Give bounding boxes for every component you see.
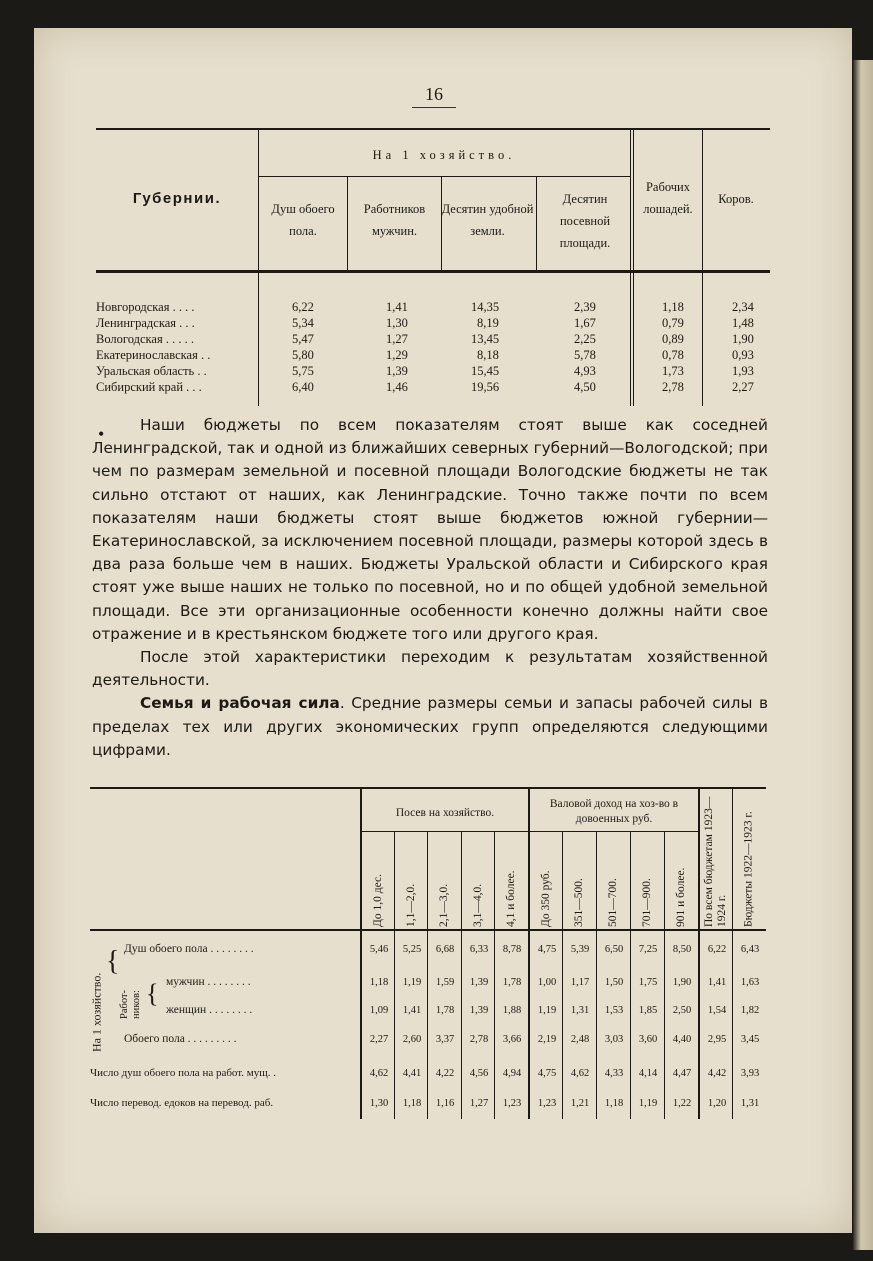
table-cell: 1,19 [537, 1005, 557, 1016]
table-cell: 6,22 [707, 944, 727, 955]
body-text [92, 414, 768, 762]
table-cell: 1,54 [707, 1005, 727, 1016]
table-cell: 1,23 [502, 1098, 522, 1109]
table-cell: 1,59 [435, 977, 455, 988]
table-cell: 2,48 [570, 1034, 590, 1045]
table-cell: 1,31 [570, 1005, 590, 1016]
table-cell: 4,75 [537, 944, 557, 955]
table-cell: 5,25 [402, 944, 422, 955]
table-cell: 1,00 [537, 977, 557, 988]
workers-label: Работ-ников: [119, 989, 142, 1019]
row-label-perevod: Число перевод. едоков на перевод. раб. [90, 1097, 274, 1109]
table-cell: 3,60 [638, 1034, 658, 1045]
table-cell: 1,78 [502, 977, 522, 988]
table-cell: 5,46 [369, 944, 389, 955]
table-row: Вологодская . . . . . 5,47 1,27 13,45 2,25 0,89 1,90 [96, 332, 754, 346]
table-cell: 1,39 [469, 1005, 489, 1016]
row-label-dush-na-rab: Число душ обоего пола на работ. мущ. . [90, 1067, 276, 1079]
table-cell: 1,09 [369, 1005, 389, 1016]
table-cell: 1,53 [604, 1005, 624, 1016]
table-cell: 1,23 [537, 1098, 557, 1109]
table-cell: 1,18 [604, 1098, 624, 1109]
paragraph-3: Семья и рабочая сила. Средние размеры семьи и запасы рабочей силы в пределах тех или других экономических групп определяются следующими цифрами. [92, 694, 768, 759]
table-cell: 1,30 [369, 1098, 389, 1109]
bullet-mark: • [98, 424, 105, 444]
row-label-oboego: Обоего пола . . . . . . . . . [124, 1033, 237, 1045]
table-cell: 4,56 [469, 1068, 489, 1079]
table-cell: 2,27 [369, 1034, 389, 1045]
table-cell: 8,78 [502, 944, 522, 955]
col-desyatin-posev: Десятин посевной площади. [559, 192, 611, 250]
table-cell: 3,66 [502, 1034, 522, 1045]
table-cell: 3,93 [740, 1068, 760, 1079]
group-header-posev: Посев на хозяйство. [395, 807, 495, 819]
col-4-more: 4,1 и более. [505, 870, 517, 927]
table-cell: 1,82 [740, 1005, 760, 1016]
table-cell: 4,33 [604, 1068, 624, 1079]
paragraph-2: После этой характеристики переходим к результатам хозяйственной деятельности. [92, 648, 768, 690]
row-label-zhenshchin: женщин . . . . . . . . [166, 1004, 253, 1016]
table-cell: 1,19 [638, 1098, 658, 1109]
table-cell: 2,95 [707, 1034, 727, 1045]
table-cell: 1,27 [469, 1098, 489, 1109]
table-cell: 3,37 [435, 1034, 455, 1045]
col-501-700: 501—700. [607, 878, 619, 927]
table-cell: 1,90 [672, 977, 692, 988]
table-cell: 3,03 [604, 1034, 624, 1045]
group-header-dohod: Валовой доход на хоз-во в довоенных руб. [549, 798, 679, 825]
side-label: На 1 хозяйство. [89, 972, 104, 1052]
table-cell: 2,50 [672, 1005, 692, 1016]
table-cell: 6,50 [604, 944, 624, 955]
table-cell: 1,20 [707, 1098, 727, 1109]
col-all-1923: По всем бюджетам 1923—1924 г. [703, 796, 728, 927]
col-1922: Бюджеты 1922—1923 г. [742, 811, 755, 927]
table-cell: 1,75 [638, 977, 658, 988]
col-rabotnikov: Работников мужчин. [363, 202, 426, 238]
row-label-dush: Душ обоего пола . . . . . . . . [124, 943, 254, 955]
table-row: Новгородская . . . . 6,22 1,41 14,35 2,39 1,18 2,34 [96, 300, 754, 314]
table-cell: 6,68 [435, 944, 455, 955]
col-701-900: 701—900. [641, 878, 653, 927]
page-number: 16 [412, 84, 456, 108]
table-cell: 4,42 [707, 1068, 727, 1079]
table-cell: 3,45 [740, 1034, 760, 1045]
table-row: Екатеринославская . . 5,80 1,29 8,18 5,78 0,78 0,93 [96, 348, 754, 362]
table-cell: 1,17 [570, 977, 590, 988]
table-cell: 4,14 [638, 1068, 658, 1079]
col-korov: Коров. [718, 192, 754, 206]
table-cell: 2,19 [537, 1034, 557, 1045]
table-cell: 1,22 [672, 1098, 692, 1109]
row-label-muzhchin: мужчин . . . . . . . . [166, 976, 251, 988]
table-cell: 1,63 [740, 977, 760, 988]
table-cell: 2,60 [402, 1034, 422, 1045]
table-cell: 1,21 [570, 1098, 590, 1109]
paragraph-1: Наши бюджеты по всем показателям стоят выше как соседней Ленинградской, так и одной из ближайших северных губерний—Вологодской; при чем по размерам земельной и посевной площади Вологодские бюджеты не так сильно отстают от наших, как Ленинградские. Точно также почти по всем показателям наши бюджеты стоят выше бюджетов южной губернии—Екатеринославской, за исключением посевной площади, размеры которой здесь в два раза больше чем в наших. Бюджеты Уральской области и Сибирского края стоят уже выше наших не только по посевной, но и по общей удобной земельной площади. Все эти организационные особенности конечно должны найти свое отражение и в крестьянском бюджете того или другого края. [92, 416, 768, 643]
col-901-more: 901 и более. [675, 867, 687, 927]
col-3-4: 3,1—4,0. [472, 883, 484, 927]
table-row: Сибирский край . . . 6,40 1,46 19,56 4,50 2,78 2,27 [96, 380, 754, 394]
table-cell: 7,25 [638, 944, 658, 955]
table-cell: 4,40 [672, 1034, 692, 1045]
table-cell: 1,39 [469, 977, 489, 988]
family-workforce-table: Посев на хозяйство. Валовой доход на хоз-во в довоенных руб. До 1,0 дес. 1,1—2,0. 2,1—3,0. 3,1—4,0. 4,1 и более. До 350 руб. 351—500. 501—700. 701—900. 901 и более. По всем бюджетам 1923—1924 г. Бюджеты 1922—1923 г. На 1 хозяйство. { Работ-ников: { Душ обоего пола . . . . . . . . мужчин . . . . . . . . женщин . . . . . . . . Обоего пола . . . . . . . . . Число душ обоего пола на работ. мущ. . Число перевод. едоков на перевод. раб. 5,46 5,25 6,68 6,33 8,78 4,75 5,39 6,50 7,25 8,50 6,22 6,43 1,18 1,19 1,59 1,39 1,78 1,00 1,17 1,50 1,75 1,90 1,41 1,63 1,09 1,41 1,78 1,39 1,88 1,19 1,31 1,53 1,85 2,50 1,54 1,82 2,27 2,60 3,37 2,78 3,66 2,19 2,48 3,03 3,60 4,40 2,95 3,45 4,62 4,41 4,22 4,56 4,94 4,75 4,62 4,33 4,14 4,47 4,42 3,93 1,30 1,18 1,16 1,27 1,23 1,23 1,21 1,18 1,19 1,22 1,20 1,31 [90, 787, 766, 1122]
table-cell: 1,18 [402, 1098, 422, 1109]
col-do-350: До 350 руб. [540, 870, 552, 927]
table-cell: 1,31 [740, 1098, 760, 1109]
col-dush: Душ обоего пола. [271, 202, 335, 238]
col-gubernii: Губернии. [132, 190, 222, 207]
table-cell: 4,41 [402, 1068, 422, 1079]
table-cell: 1,41 [402, 1005, 422, 1016]
table-row: Уральская область . . 5,75 1,39 15,45 4,93 1,73 1,93 [96, 364, 754, 378]
col-do-1: До 1,0 дес. [372, 874, 384, 927]
table-cell: 1,85 [638, 1005, 658, 1016]
table-cell: 8,50 [672, 944, 692, 955]
table-cell: 4,22 [435, 1068, 455, 1079]
table-cell: 4,62 [369, 1068, 389, 1079]
col-351-500: 351—500. [573, 878, 585, 927]
gubernii-table [96, 128, 770, 406]
table-cell: 4,75 [537, 1068, 557, 1079]
col-2-3: 2,1—3,0. [438, 883, 450, 927]
table-cell: 1,18 [369, 977, 389, 988]
col-1-2: 1,1—2,0. [405, 883, 417, 927]
table-row: Ленинградская . . . 5,34 1,30 8,19 1,67 0,79 1,48 [96, 316, 754, 330]
table-cell: 4,94 [502, 1068, 522, 1079]
col-desyatin-udob: Десятин удобной земли. [441, 202, 534, 238]
table-cell: 1,16 [435, 1098, 455, 1109]
table-cell: 1,19 [402, 977, 422, 988]
table-cell: 6,33 [469, 944, 489, 955]
table-cell: 2,78 [469, 1034, 489, 1045]
group-header-na-hozyaistvo: На 1 хозяйство. [372, 148, 516, 162]
table-cell: 1,88 [502, 1005, 522, 1016]
table-cell: 5,39 [570, 944, 590, 955]
table-cell: 4,47 [672, 1068, 692, 1079]
table-cell: 6,43 [740, 944, 760, 955]
col-loshadei: Рабочих лошадей. [643, 180, 693, 216]
table-cell: 1,41 [707, 977, 727, 988]
table-cell: 4,62 [570, 1068, 590, 1079]
table-cell: 1,78 [435, 1005, 455, 1016]
section-heading: Семья и рабочая сила [140, 694, 340, 713]
table-cell: 1,50 [604, 977, 624, 988]
book-edge [853, 60, 873, 1250]
